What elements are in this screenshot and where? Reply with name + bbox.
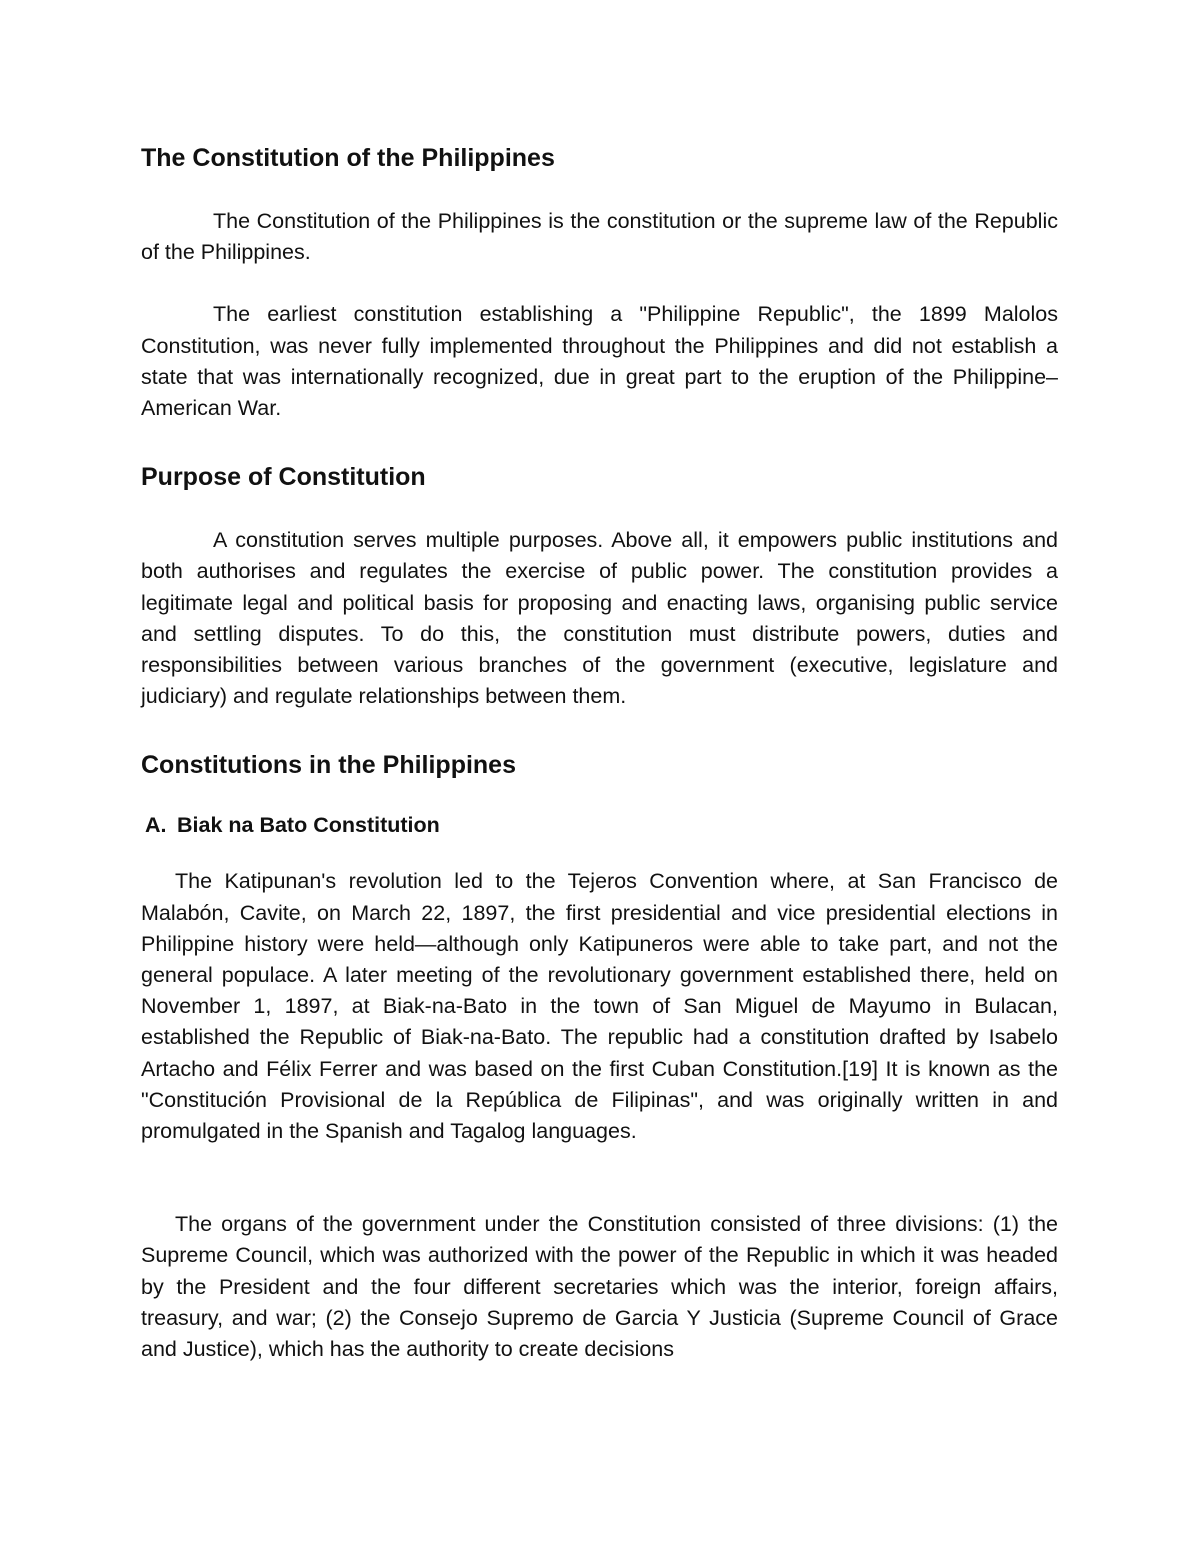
paragraph-malolos: The earliest constitution establishing a "Philippine Republic", the 1899 Malolos Constitution, was never fully implemented throughout the Philippines and did not establish a state that was internationally recognized, due in great part to the eruption of the Philippine–American War.: [141, 302, 1058, 421]
heading-constitutions-list: Constitutions in the Philippines: [141, 751, 516, 780]
subheading-title: Biak na Bato Constitution: [177, 813, 440, 838]
paragraph-organs: The organs of the government under the Constitution consisted of three divisions: (1) the Supreme Council, which was authorized with the power of the Republic in which it was headed by the President and the four different secretaries which was the interior, foreign affairs, treasury, and war; (2) the Consejo Supremo de Garcia Y Justicia (Supreme Council of Grace and Justice), which has the authority to create decisions: [141, 1212, 1058, 1362]
subheading-biak-na-bato: [145, 810, 1058, 840]
heading-constitution: The Constitution of the Philippines: [141, 144, 555, 172]
paragraph-definition: The Constitution of the Philippines is the constitution or the supreme law of the Republic of the Philippines.: [141, 209, 1058, 265]
paragraph-purpose: A constitution serves multiple purposes. Above all, it empowers public institutions and both authorises and regulates the exercise of public power. The constitution provides a legitimate legal and political basis for proposing and enacting laws, organising public service and settling disputes. To do this, the constitution must distribute powers, duties and responsibilities between various branches of the government (executive, legislature and judiciary) and regulate relationships between them.: [141, 528, 1058, 709]
heading-purpose: Purpose of Constitution: [141, 463, 426, 492]
list-marker: A.: [145, 813, 167, 838]
paragraph-katipunan: The Katipunan's revolution led to the Tejeros Convention where, at San Francisco de Malabón, Cavite, on March 22, 1897, the first presidential and vice presidential elections in Philippine history were held—although only Katipuneros were able to take part, and not the general populace. A later meeting of the revolutionary government established there, held on November 1, 1897, at Biak-na-Bato in the town of San Miguel de Mayumo in Bulacan, established the Republic of Biak-na-Bato. The republic had a constitution drafted by Isabelo Artacho and Félix Ferrer and was based on the first Cuban Constitution.[19] It is known as the "Constitución Provisional de la República de Filipinas", and was originally written in and promulgated in the Spanish and Tagalog languages.: [141, 869, 1058, 1144]
